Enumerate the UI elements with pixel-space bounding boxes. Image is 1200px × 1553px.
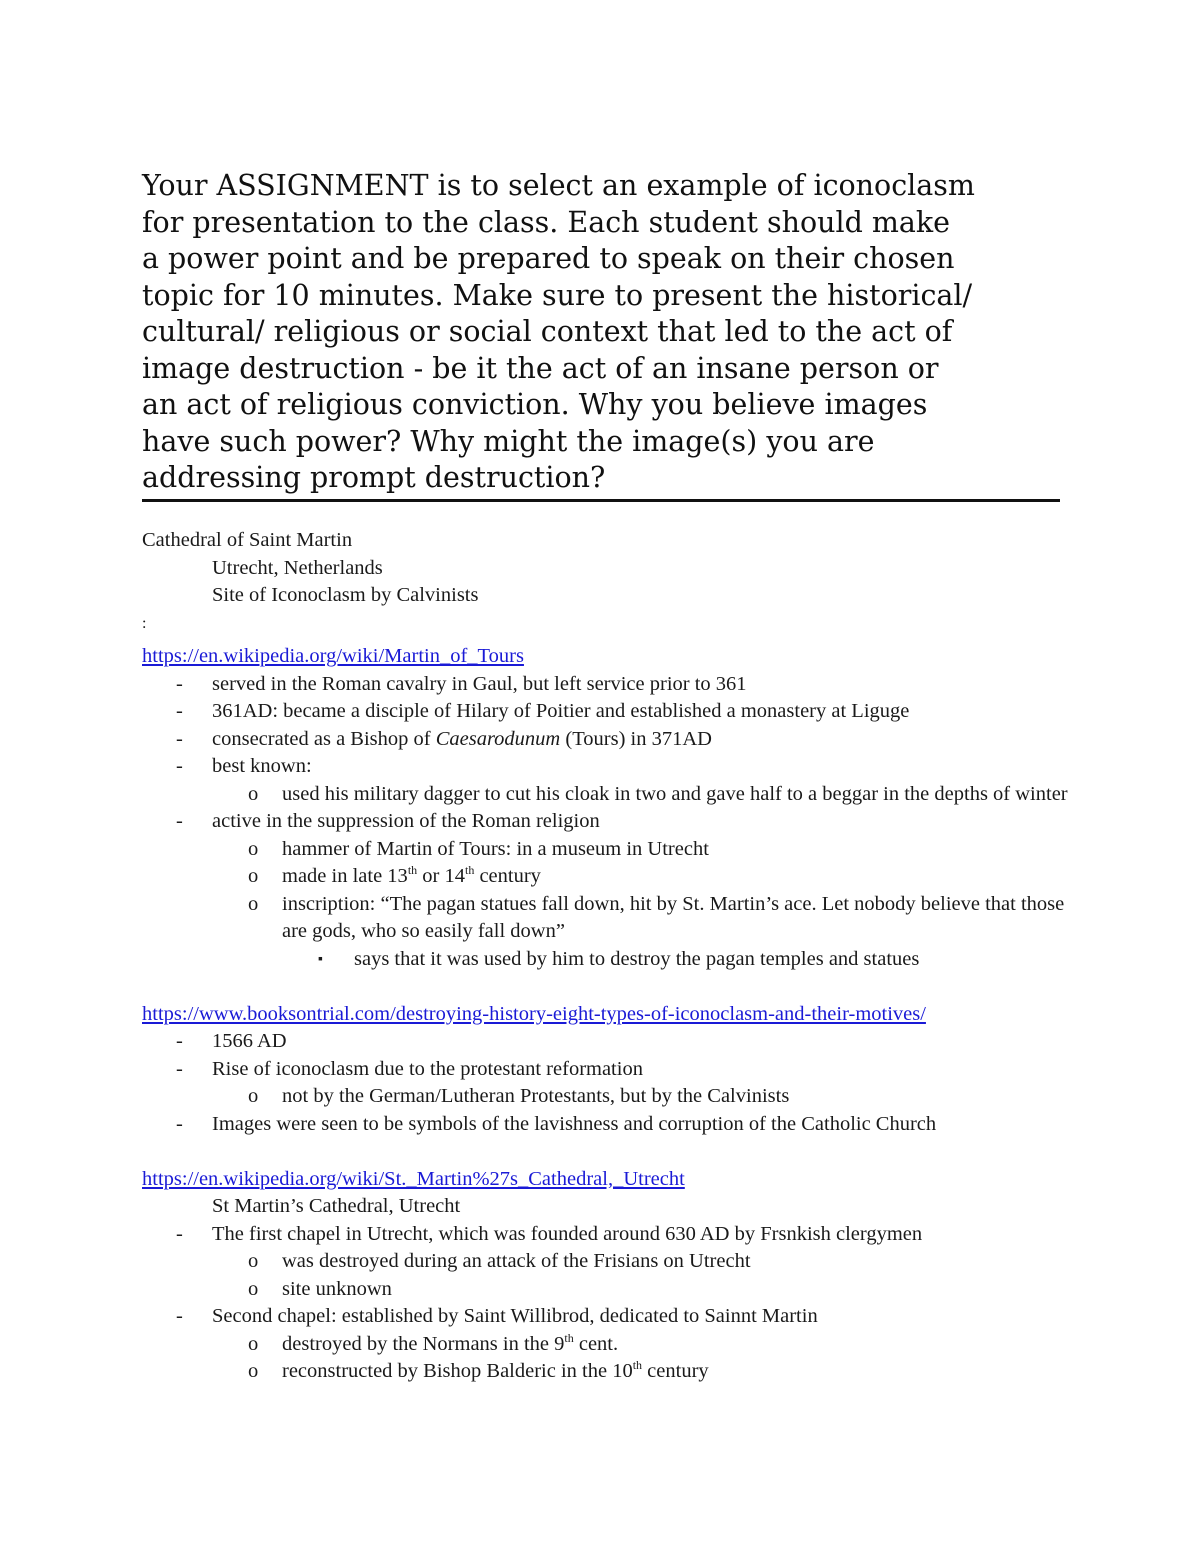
booksontrial-link[interactable]: https://www.booksontrial.com/destroying-history-eight-types-of-iconoclasm-and-their-motives/ <box>142 1002 926 1025</box>
list-item: - consecrated as a Bishop of Caesarodunum (Tours) in 371AD <box>142 726 1102 754</box>
list-item: o reconstructed by Bishop Balderic in the 10th century <box>142 1358 1102 1386</box>
spacer <box>142 1138 1102 1166</box>
list-item: o site unknown <box>142 1276 1102 1304</box>
dash-bullet: - <box>176 810 183 832</box>
list-item: - 361AD: became a disciple of Hilary of Poitier and established a monastery at Liguge <box>142 698 1102 726</box>
list-item: o hammer of Martin of Tours: in a museum in Utrecht <box>142 836 1102 864</box>
circle-bullet: o <box>248 892 259 915</box>
list-item: - 1566 AD <box>142 1028 1102 1056</box>
list-item: - served in the Roman cavalry in Gaul, but left service prior to 361 <box>142 671 1102 699</box>
dash-bullet: - <box>176 1057 183 1080</box>
assignment-line: an act of religious conviction. Why you believe images <box>142 388 928 421</box>
circle-bullet: o <box>248 1250 259 1272</box>
dash-bullet: - <box>176 727 183 750</box>
assignment-line: Your ASSIGNMENT is to select an example of iconoclasm <box>142 169 975 202</box>
list-item: o not by the German/Lutheran Protestants, but by the Calvinists <box>142 1083 1102 1111</box>
cathedral-location: Utrecht, Netherlands <box>212 556 383 579</box>
circle-bullet: o <box>248 1332 259 1355</box>
martin-of-tours-link[interactable]: https://en.wikipedia.org/wiki/Martin_of_Tours <box>142 645 524 667</box>
circle-bullet: o <box>248 865 259 887</box>
list-item: o made in late 13th or 14th century <box>142 863 1102 891</box>
dash-bullet: - <box>176 1112 183 1135</box>
section1-link-row <box>142 643 1102 671</box>
cathedral-title: Cathedral of Saint Martin <box>142 529 353 551</box>
list-item: o destroyed by the Normans in the 9th cent. <box>142 1331 1102 1359</box>
section2-link-row <box>142 1001 1102 1029</box>
list-item: - Rise of iconoclasm due to the protestant reformation <box>142 1056 1102 1084</box>
circle-bullet: o <box>248 837 259 860</box>
st-martins-cathedral-link[interactable]: https://en.wikipedia.org/wiki/St._Martin%27s_Cathedral,_Utrecht <box>142 1167 685 1190</box>
dash-bullet: - <box>176 1030 183 1052</box>
dash-bullet: - <box>176 755 183 777</box>
list-item: ▪ says that it was used by him to destroy the pagan temples and statues <box>142 946 1102 974</box>
stray-colon: : <box>142 614 147 632</box>
circle-bullet: o <box>248 1277 259 1300</box>
list-item: o used his military dagger to cut his cloak in two and gave half to a beggar in the depths of winter <box>142 781 1102 809</box>
cathedral-site: Site of Iconoclasm by Calvinists <box>212 584 479 606</box>
list-item: - best known: <box>142 753 1102 781</box>
notes-body <box>142 527 1102 1386</box>
assignment-line: topic for 10 minutes. Make sure to present the historical/ <box>142 278 973 312</box>
assignment-line: have such power? Why might the image(s) you are <box>142 424 875 458</box>
circle-bullet: o <box>248 1085 259 1107</box>
assignment-line: cultural/ religious or social context that led to the act of <box>142 315 953 348</box>
assignment-line: image destruction - be it the act of an insane person or <box>142 351 939 385</box>
dash-bullet: - <box>176 1222 183 1245</box>
list-item: - Images were seen to be symbols of the lavishness and corruption of the Catholic Church <box>142 1111 1102 1139</box>
cathedral-subtitle: St Martin’s Cathedral, Utrecht <box>212 1195 461 1217</box>
dash-bullet: - <box>176 700 183 722</box>
assignment-line: a power point and be prepared to speak on their chosen <box>142 242 955 275</box>
list-item: o was destroyed during an attack of the Frisians on Utrecht <box>142 1248 1102 1276</box>
dash-bullet: - <box>176 672 183 695</box>
list-item: - The first chapel in Utrecht, which was founded around 630 AD by Frsnkish clergymen <box>142 1221 1102 1249</box>
assignment-heading <box>142 168 1060 502</box>
dash-bullet: - <box>176 1305 183 1327</box>
circle-bullet: o <box>248 782 259 805</box>
list-item: - active in the suppression of the Roman religion <box>142 808 1102 836</box>
circle-bullet: o <box>248 1360 259 1382</box>
section3-link-row <box>142 1166 1102 1194</box>
assignment-line: for presentation to the class. Each student should make <box>142 205 951 239</box>
assignment-line: addressing prompt destruction? <box>142 461 606 494</box>
spacer <box>142 973 1102 1001</box>
list-item: o inscription: “The pagan statues fall down, hit by St. Martin’s ace. Let nobody believe that those are gods, who so easily fall down” <box>248 892 1065 942</box>
list-item: - Second chapel: established by Saint Willibrod, dedicated to Sainnt Martin <box>142 1303 1102 1331</box>
square-bullet: ▪ <box>318 951 323 967</box>
